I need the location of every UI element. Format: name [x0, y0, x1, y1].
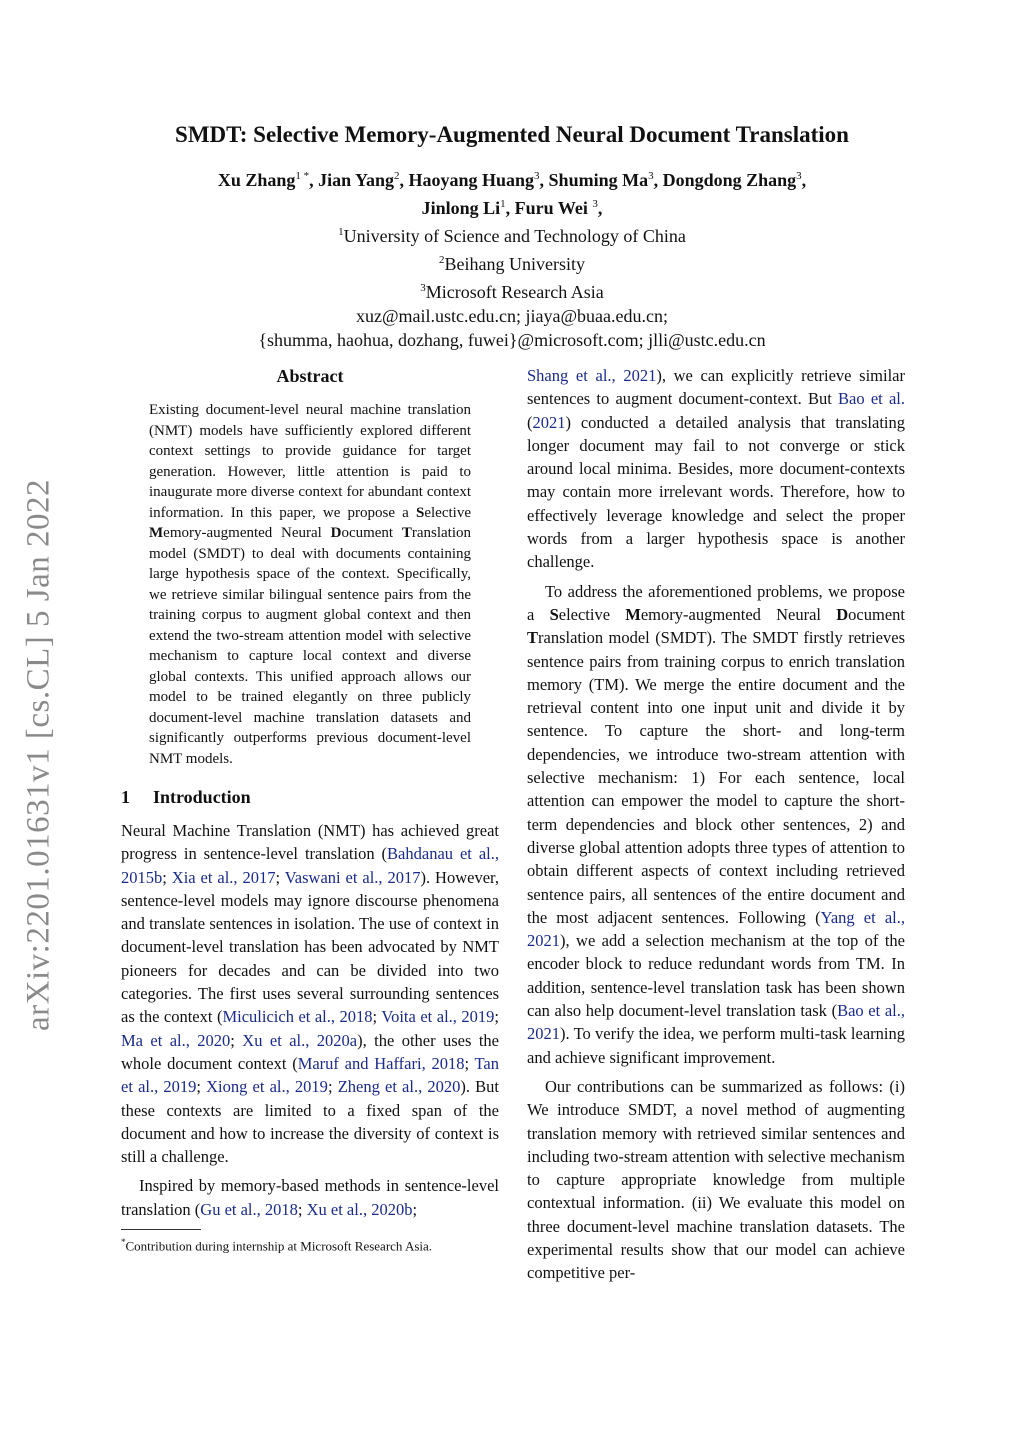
citation-link[interactable]: Ma et al., 2020 — [121, 1030, 231, 1050]
arxiv-stamp — [14, 460, 64, 1050]
body-emph: T — [527, 628, 539, 648]
right-column — [527, 364, 905, 1285]
body-emph: M — [625, 604, 641, 624]
citation-link[interactable]: 2021 — [532, 412, 566, 432]
author-separator: , — [801, 170, 807, 190]
author-affil-mark: 3 — [648, 170, 654, 182]
section-title: Introduction — [153, 787, 251, 807]
body-emph: S — [549, 604, 559, 624]
affiliation-name: Beihang University — [444, 254, 585, 274]
body-text: ; — [494, 1007, 499, 1027]
author-affil-mark: 2 — [394, 170, 400, 182]
right-paragraph-3: Our contributions can be summarized as follows: (i) We introduce SMDT, a novel method of augmenting translation memory with retrieved similar sentences and including two-stream attention with selective mechanism to capture appropriate knowledge from multiple contextual information. (ii) We evaluate this model on three document-level machine translation datasets. The experimental results show that our model can achieve competitive per- — [527, 1076, 905, 1283]
citation-link[interactable]: Gu et al., 2018 — [200, 1199, 298, 1219]
author-name: , Dongdong Zhang — [653, 170, 797, 190]
body-text: ). However, sentence-level models may ignore discourse phenomena and translate sentences in isolation. The use of context in document-level translation has been advocated by NMT pioneers for decades and can be divided into two categories. The first uses several surrounding sentences as the context ( — [121, 867, 499, 1027]
abstract-body — [149, 400, 471, 769]
body-text: ; — [327, 1077, 338, 1097]
right-paragraph-2 — [527, 580, 905, 1069]
abstract-emph: T — [401, 525, 412, 541]
author-name: , Shuming Ma — [539, 170, 649, 190]
affiliation-name: University of Science and Technology of China — [343, 226, 686, 246]
author-affil-mark: 3 — [796, 170, 802, 182]
author-list — [100, 164, 924, 220]
author-affil-mark: 3 — [534, 170, 540, 182]
paper-title: SMDT: Selective Memory-Augmented Neural Document Translation — [175, 122, 849, 147]
citation-link[interactable]: Zheng et al., 2020 — [337, 1077, 461, 1097]
body-text: Inspired by memory-based methods in sentence-level translation ( — [121, 1176, 499, 1219]
body-text: ; — [162, 867, 172, 887]
abstract-text: ranslation model (SMDT) to deal with documents containing large hypothesis space of the context. Specifically, we retrieve similar bilingual sentence pairs from the training corpus to augment global context and then extend the two-stream attention model with selective mechanism to capture local context and diverse global contexts. This unified approach allows our model to be trained elegantly on three publicly document-level machine translation datasets and significantly outperforms previous document-level NMT models. — [149, 525, 471, 767]
citation-link[interactable]: Vaswani et al., 2017 — [284, 867, 421, 887]
citation-link[interactable]: Bao et al., 2021 — [527, 1001, 905, 1044]
body-text: ocument — [848, 604, 905, 624]
affiliation — [100, 248, 924, 276]
citation-link[interactable]: Bao et al. — [838, 389, 905, 409]
arxiv-stamp-text: arXiv:2201.01631v1 [cs.CL] 5 Jan 2022 — [20, 479, 57, 1031]
body-text: ; — [372, 1007, 382, 1027]
section-number: 1 — [121, 787, 130, 807]
body-text: To address the aforementioned problems, we propose a — [527, 581, 905, 624]
body-text: ), the other uses the whole document context ( — [121, 1030, 499, 1073]
affiliation — [100, 276, 924, 304]
citation-link[interactable]: Bahdanau et al., 2015b — [121, 844, 499, 887]
body-text: ; — [196, 1077, 207, 1097]
abstract-emph: S — [416, 504, 425, 521]
author-affil-mark: 1 * — [295, 170, 310, 182]
footnote-mark: * — [121, 1237, 126, 1248]
citation-link[interactable]: Xia et al., 2017 — [171, 867, 276, 887]
intro-paragraph-2 — [121, 1174, 499, 1221]
body-text: elective — [558, 604, 626, 624]
author-affil-mark: 3 — [592, 198, 598, 210]
citation-link[interactable]: Xu et al., 2020b — [306, 1199, 413, 1219]
abstract-text: elective — [424, 504, 471, 521]
citation-link[interactable]: Tan et al., 2019 — [121, 1053, 500, 1097]
citation-link[interactable]: Voita et al., 2019 — [381, 1007, 495, 1027]
author-affil-mark: 1 — [500, 198, 506, 210]
abstract-emph: M — [149, 525, 164, 541]
paper-header — [100, 120, 924, 352]
body-text: Neural Machine Translation (NMT) has achieved great progress in sentence-level translation ( — [121, 821, 499, 864]
affiliation-name: Microsoft Research Asia — [425, 282, 604, 302]
email-line: {shumma, haohua, dozhang, fuwei}@microsoft.com; jlli@ustc.edu.cn — [258, 330, 766, 350]
affiliation-mark: 2 — [439, 254, 445, 266]
abstract-text: emory-augmented Neural — [163, 525, 331, 541]
citation-link[interactable]: Shang et al., 2021 — [527, 366, 657, 385]
footnote-divider — [121, 1229, 201, 1230]
abstract-text: Existing document-level neural machine translation (NMT) models have sufficiently explored different context settings to provide guidance for target generation. However, little attention is paid to inaugurate more diverse context for abundant context information. In this paper, we propose a — [149, 402, 471, 521]
author-name: , Jian Yang — [309, 170, 394, 190]
body-emph: D — [836, 604, 849, 624]
body-text: ; — [275, 867, 285, 887]
body-text: ) conducted a detailed analysis that translating longer document may fail to not converge or stick around local minima. Besides, more document-contexts may contain more irrelevant words. Therefore, how to effectively leverage knowledge and select the proper words from a larger hypothesis space is another challenge. — [527, 412, 905, 572]
left-column — [121, 364, 499, 1254]
body-text: ), we can explicitly retrieve similar sentences to augment document-context. But — [527, 366, 905, 409]
author-separator: , — [597, 198, 603, 218]
body-text: ranslation model (SMDT). The SMDT firstly retrieves sentence pairs from training corpus to enrich translation memory (TM). We merge the entire document and the retrieval content into one input unit and divide it by sentence. To capture the short- and long-term dependencies, we introduce two-stream attention with selective mechanism: 1) For each sentence, local attention can empower the model to capture the short-term dependencies and block other sentences, 2) and diverse global attention adopts three types of attention to obtain different aspects of context including retrieved sentence pairs, all sentences of the entire document and the most adjacent sentences. Following ( — [527, 628, 905, 927]
affiliation-mark: 1 — [338, 226, 344, 238]
citation-link[interactable]: Xiong et al., 2019 — [206, 1077, 328, 1097]
abstract-text: ocument — [341, 525, 402, 541]
email-line: xuz@mail.ustc.edu.cn; jiaya@buaa.edu.cn; — [355, 306, 669, 326]
author-name: Xu Zhang — [217, 170, 296, 190]
intro-paragraph-1 — [121, 819, 499, 1168]
abstract-heading: Abstract — [276, 366, 344, 386]
author-name: , Haoyang Huang — [399, 170, 535, 190]
body-text: ; — [230, 1030, 243, 1050]
footnote-text: Contribution during internship at Microsoft Research Asia. — [125, 1238, 433, 1254]
body-text: ), we add a selection mechanism at the top of the encoder block to reduce redundant words from TM. In addition, sentence-level translation task has been shown can also help document-level translation task ( — [527, 931, 905, 1021]
abstract-emph: D — [330, 525, 342, 541]
body-text: ; — [412, 1199, 418, 1219]
affiliation-mark: 3 — [420, 282, 426, 294]
author-name: Jinlong Li — [421, 198, 501, 218]
body-text: ). But these contexts are limited to a fixed span of the document and how to increase the diversity of context is still a challenge. — [121, 1077, 499, 1167]
citation-link[interactable]: Miculicich et al., 2018 — [222, 1007, 373, 1027]
section-heading-introduction — [121, 785, 499, 809]
body-text: ; — [464, 1053, 475, 1073]
body-text: ; — [297, 1199, 307, 1219]
affiliation — [100, 220, 924, 248]
citation-link[interactable]: Yang et al., 2021 — [527, 907, 905, 951]
body-text: ). To verify the idea, we perform multi-task learning and achieve significant improvement. — [527, 1024, 905, 1067]
citation-link[interactable]: Xu et al., 2020a — [242, 1030, 358, 1050]
body-text: emory-augmented Neural — [640, 604, 837, 624]
footnote — [121, 1234, 499, 1254]
author-name: , Furu Wei — [505, 198, 593, 218]
right-paragraph-1 — [527, 364, 905, 574]
citation-link[interactable]: Maruf and Haffari, 2018 — [297, 1053, 465, 1073]
body-text: ( — [527, 412, 533, 432]
